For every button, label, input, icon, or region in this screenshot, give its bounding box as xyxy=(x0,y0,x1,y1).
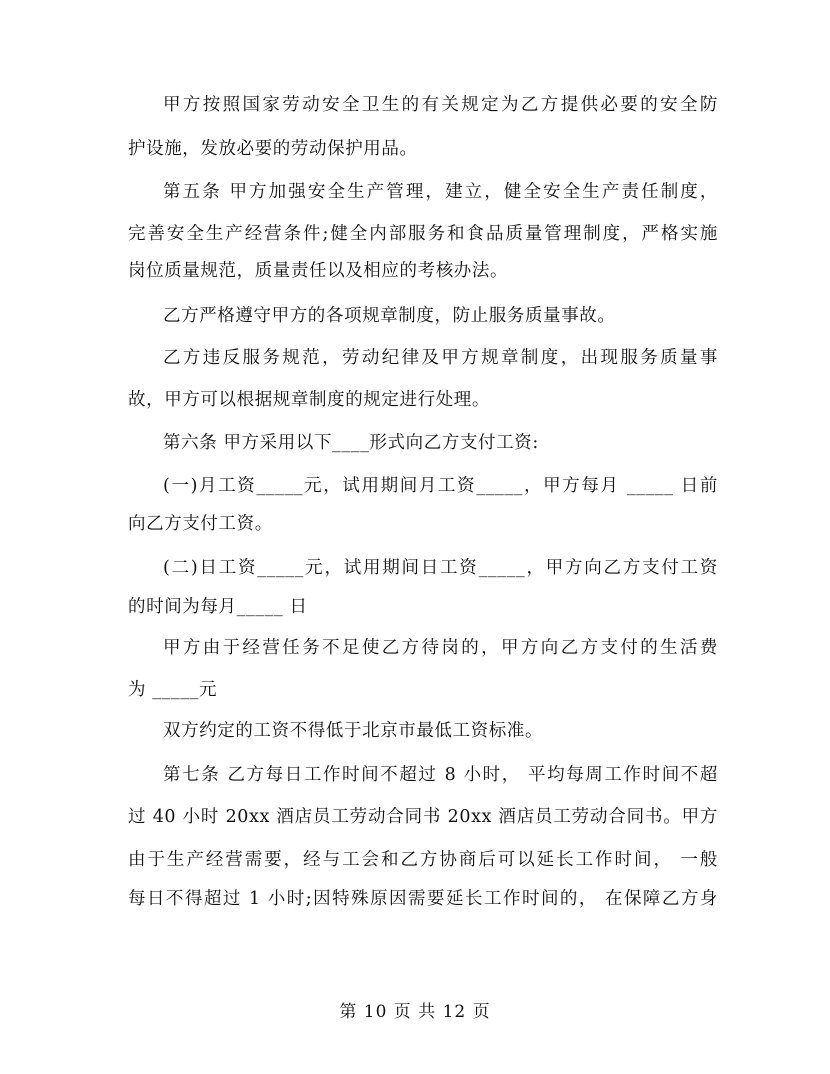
paragraph-line: 第六条 甲方采用以下____形式向乙方支付工资: xyxy=(163,433,539,453)
paragraph-line: 第七条 乙方每日工作时间不超过 8 小时， 平均每周工作时间不超 xyxy=(163,765,718,785)
paragraph-line: 由于生产经营需要，经与工会和乙方协商后可以延长工作时间， 一般 xyxy=(128,850,718,870)
paragraph-line: 护设施，发放必要的劳动保护用品。 xyxy=(128,139,418,159)
paragraph-line: 乙方违反服务规范，劳动纪律及甲方规章制度，出现服务质量事 xyxy=(163,348,718,368)
page-number-footer: 第 10 页 共 12 页 xyxy=(339,1002,491,1022)
paragraph-line: 岗位质量规范，质量责任以及相应的考核办法。 xyxy=(128,261,509,281)
paragraph-line: 双方约定的工资不得低于北京市最低工资标准。 xyxy=(163,721,544,741)
paragraph-line: (二)日工资_____元，试用期间日工资_____，甲方向乙方支付工资 xyxy=(163,558,718,578)
paragraph-line: 甲方按照国家劳动安全卫生的有关规定为乙方提供必要的安全防 xyxy=(163,95,718,115)
paragraph-line: 故，甲方可以根据规章制度的规定进行处理。 xyxy=(128,390,490,410)
paragraph-line: 的时间为每月_____ 日 xyxy=(128,597,308,617)
paragraph-line: 第五条 甲方加强安全生产管理，建立，健全安全生产责任制度， xyxy=(163,182,718,202)
paragraph-line: 向乙方支付工资。 xyxy=(128,514,273,534)
paragraph-line: 完善安全生产经营条件;健全内部服务和食品质量管理制度，严格实施 xyxy=(128,224,718,244)
paragraph-line: 为 _____元 xyxy=(128,680,218,700)
paragraph-line: 甲方由于经营任务不足使乙方待岗的，甲方向乙方支付的生活费 xyxy=(163,638,718,658)
paragraph-line: (一)月工资_____元，试用期间月工资_____，甲方每月 _____ 日前 xyxy=(163,476,718,496)
paragraph-line: 过 40 小时 20xx 酒店员工劳动合同书 20xx 酒店员工劳动合同书。甲方 xyxy=(128,807,718,827)
paragraph-line: 乙方严格遵守甲方的各项规章制度，防止服务质量事故。 xyxy=(163,306,616,326)
paragraph-line: 每日不得超过 1 小时;因特殊原因需要延长工作时间的， 在保障乙方身 xyxy=(128,889,718,909)
